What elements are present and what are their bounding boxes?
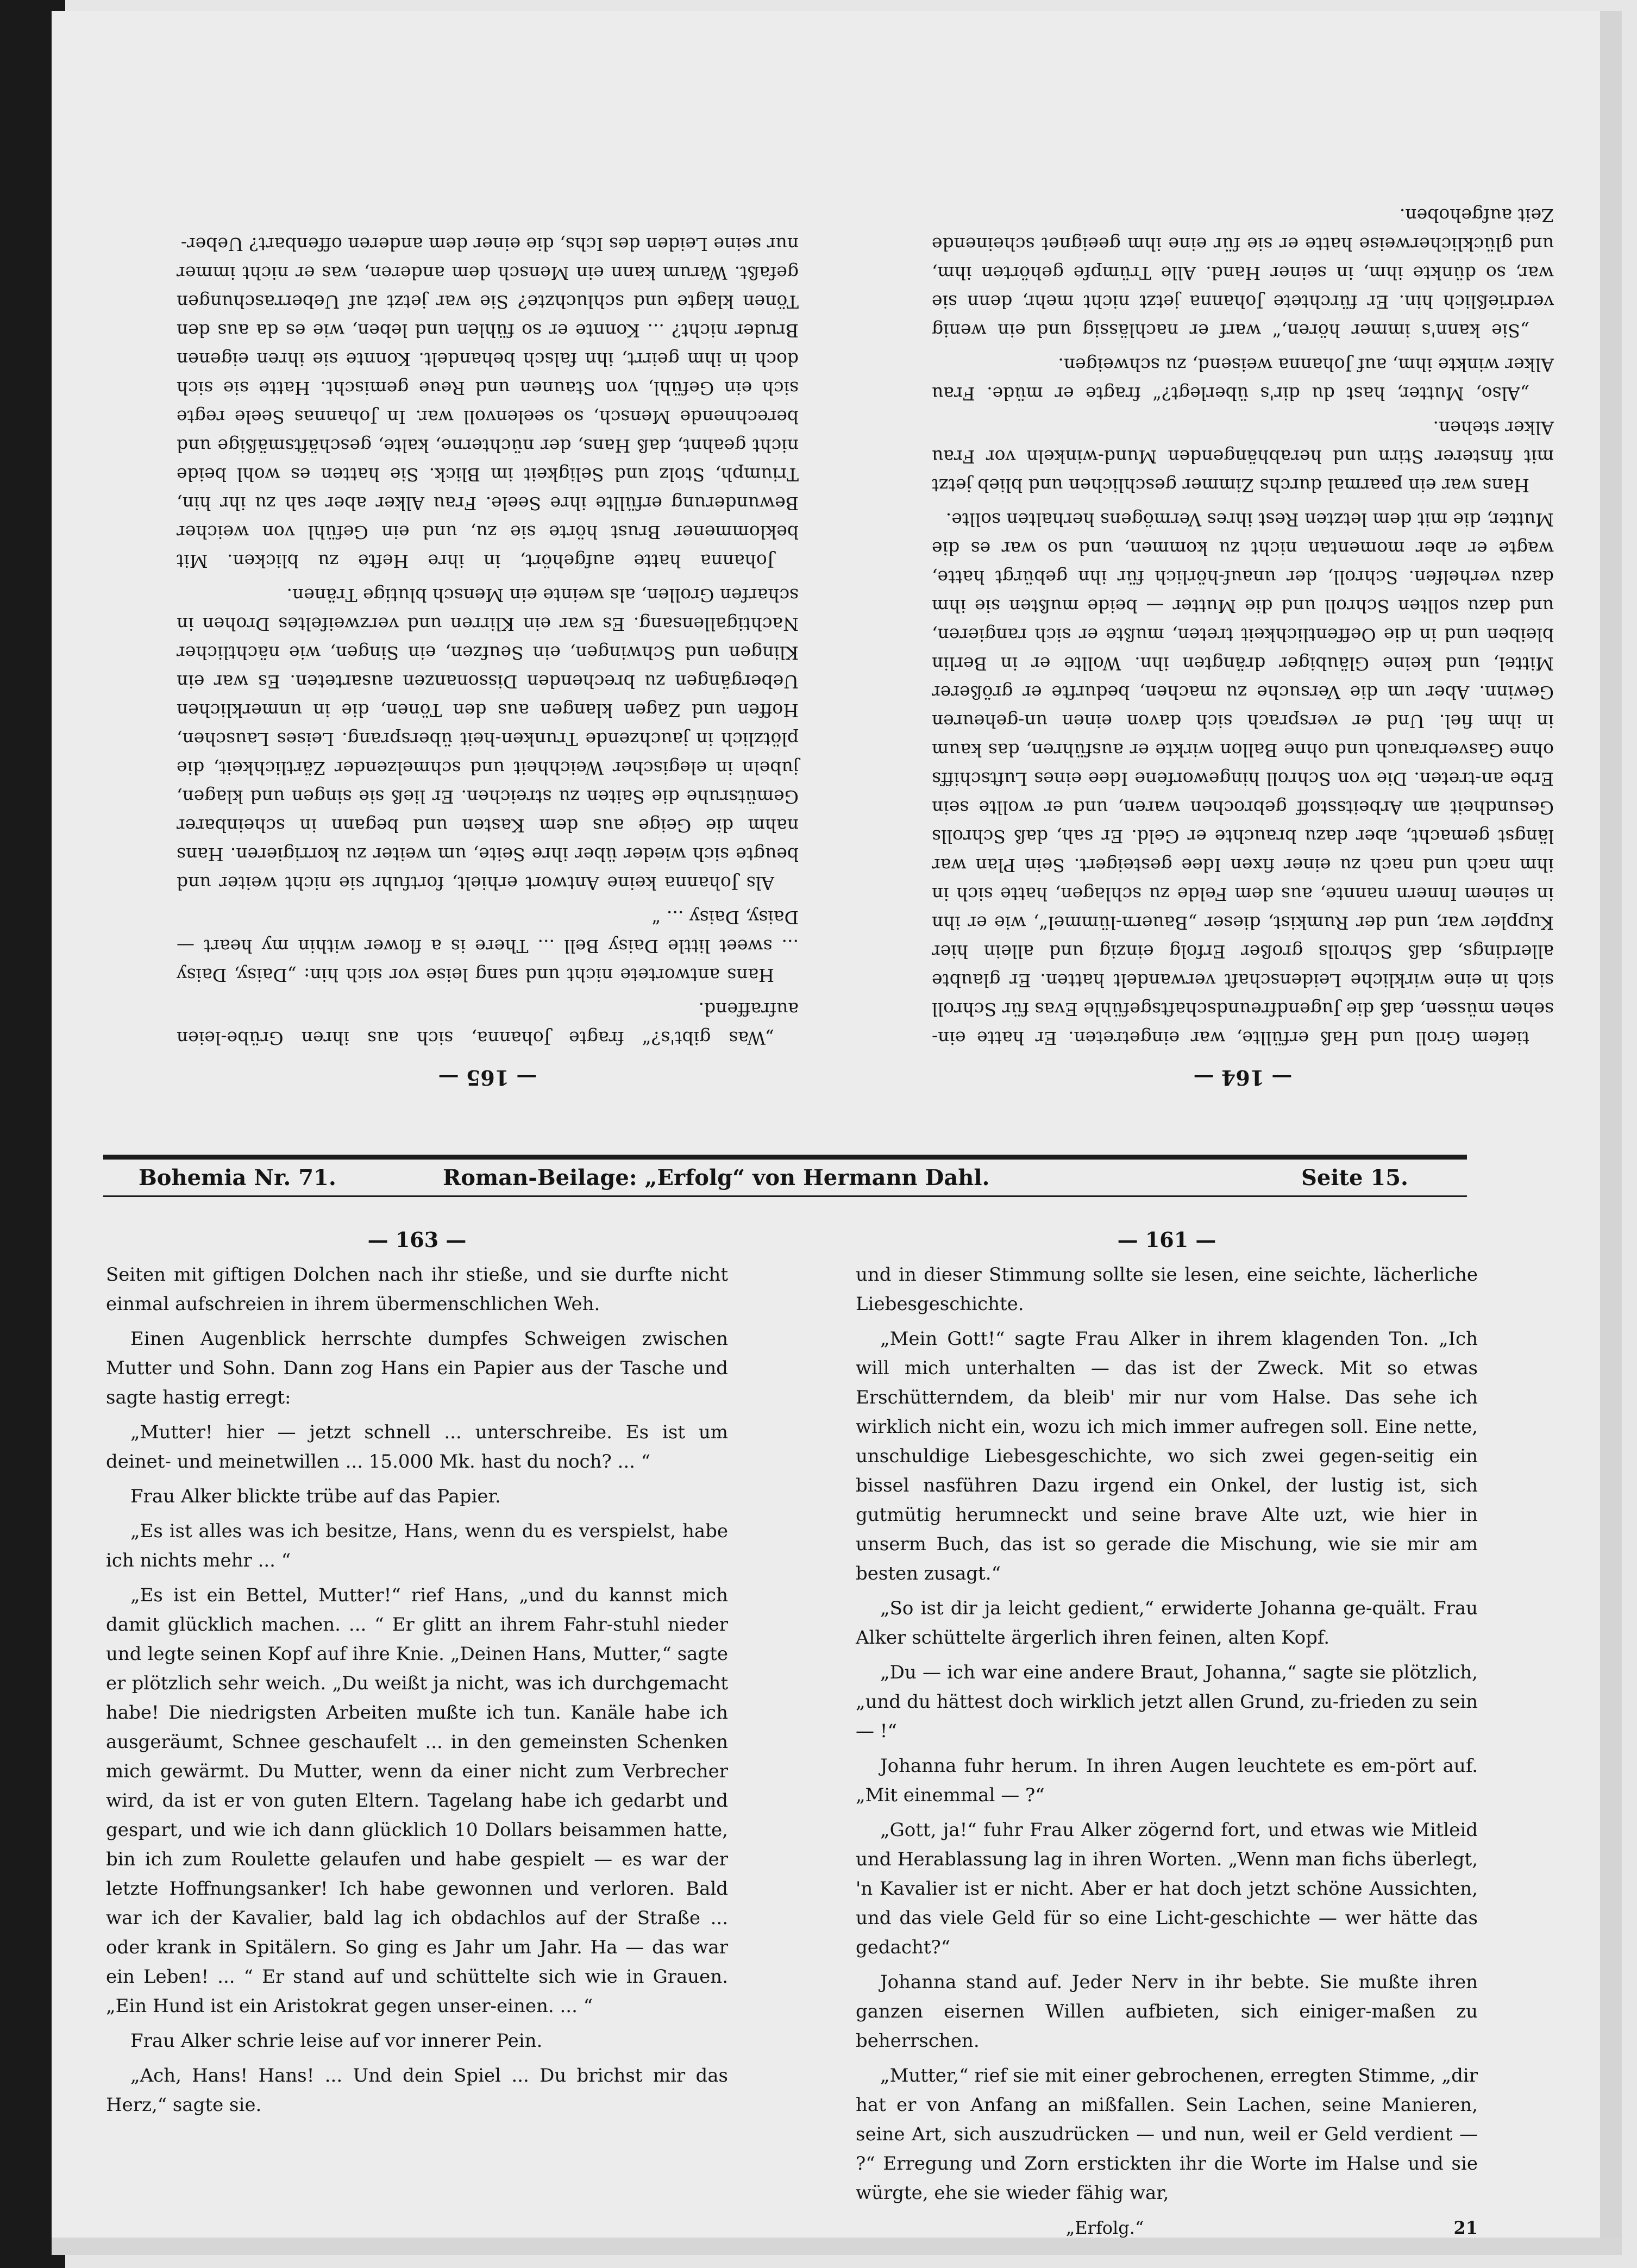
- paragraph: Johanna hatte aufgehört, in ihre Hefte zu blicken. Mit beklommener Brust hörte sie zu, und ein Gefühl von weicher Bewunderung erfüllte ihre Seele. Frau Alker aber sah zu ihr hin, Triumph, Stolz und Seligkeit im Blick. Sie hatten es wohl beide nicht geahnt, daß Hans, der nüchterne, kalte, geschäftsmäßige und berechnende Mensch, so seelenvoll war. In Johannas Seele regte sich ein Gefühl, von Staunen und Reue gemischt. Hatte sie sich doch in ihm geirrt, ihn falsch behandelt. Konnte sie ihren eigenen Bruder nicht? ... Konnte er so fühlen und leben, wie es da aus den Tönen klagte und schluchzte? Sie war jetzt auf Ueberraschungen gefaßt. Warum kann ein Mensch dem anderen, was er nicht immer nur seine Leiden des Ichs, die einer dem anderen offenbart? Ueber-: [177, 234, 799, 572]
- paragraph: „Gott, ja!“ fuhr Frau Alker zögernd fort, und etwas wie Mitleid und Herablassung lag in ihren Worten. „Wenn man fichs überlegt, 'n Kavalier ist er nicht. Aber er hat doch jetzt schöne Aussichten, und das viele Geld für so eine Licht-geschichte — wer hätte das gedacht?“: [856, 1819, 1478, 1958]
- paragraph: „Was gibt's?“ fragte Johanna, sich aus ihren Grübe-leien aufraffend.: [177, 999, 799, 1049]
- footer-signature: 21: [1453, 2217, 1478, 2238]
- paragraph: „Also, Mutter, hast du dir's überlegt?“ fragte er müde. Frau Alker winkte ihm, auf Johanna weisend, zu schweigen.: [932, 354, 1554, 404]
- paragraph: Einen Augenblick herrschte dumpfes Schweigen zwischen Mutter und Sohn. Dann zog Hans ein Papier aus der Tasche und sagte hastig erregt:: [106, 1328, 728, 1408]
- supplement-title: Roman-Beilage: „Erfolg“ von Hermann Dahl.: [443, 1165, 990, 1191]
- bottom-right-page-column: [856, 1225, 1478, 2242]
- paragraph: „Du — ich war eine andere Braut, Johanna,“ sagte sie plötzlich, „und du hättest doch wirklich jetzt allen Grund, zu-frieden zu sein — !“: [856, 1662, 1478, 1742]
- paragraph: Frau Alker blickte trübe auf das Papier.: [130, 1486, 501, 1507]
- footer-title: „Erfolg.“: [1065, 2217, 1144, 2238]
- header-rule-bottom: [103, 1195, 1467, 1197]
- top-left-page-column: [932, 196, 1554, 1092]
- top-right-page-column: [177, 224, 799, 1092]
- page-number: — 161 —: [1117, 1227, 1216, 1252]
- paragraph: „Es ist alles was ich besitze, Hans, wenn du es verspielst, habe ich nichts mehr ... “: [106, 1520, 728, 1571]
- paragraph: „Mein Gott!“ sagte Frau Alker in ihrem klagenden Ton. „Ich will mich unterhalten — das ist der Zweck. Mit so etwas Erschütterndem, da bleib' mir nur vom Halse. Das sehe ich wirklich nicht ein, wozu ich mich immer aufregen soll. Eine nette, unschuldige Liebesgeschichte, wo sich zwei gegen-seitig ein bissel nasführen Dazu irgend ein Onkel, der lustig ist, sich gutmütig herumneckt und seine brave Alte uzt, wie hier in unserm Buch, das ist so gerade die Mischung, wie sie mir am besten zusagt.“: [856, 1328, 1478, 1584]
- paragraph: Johanna stand auf. Jeder Nerv in ihr bebte. Sie mußte ihren ganzen eisernen Willen aufbieten, sich einiger-maßen zu beherrschen.: [856, 1971, 1478, 2052]
- paragraph: „Sie kann's immer hören,“ warf er nachlässig und ein wenig verdrießlich hin. Er fürchtete Johanna jetzt nicht mehr, denn sie war, so dünkte ihm, in seiner Hand. Alle Trümpfe gehörten ihm, und glücklicherweise hatte er sie für eine ihm geeignet scheinende Zeit aufgehoben.: [932, 205, 1554, 341]
- sheet-page-number: Seite 15.: [1301, 1165, 1408, 1191]
- newspaper-sheet: [52, 11, 1622, 2255]
- header-rule-top: [103, 1155, 1467, 1160]
- upside-down-half: [52, 11, 1622, 1130]
- paragraph: „Ach, Hans! Hans! ... Und dein Spiel ... Du brichst mir das Herz,“ sagte sie.: [106, 2065, 728, 2116]
- paragraph: „So ist dir ja leicht gedient,“ erwiderte Johanna ge-quält. Frau Alker schüttelte ärgerlich ihren feinen, alten Kopf.: [856, 1597, 1478, 1649]
- page-number: — 165 —: [438, 1066, 537, 1090]
- paragraph: Johanna fuhr herum. In ihren Augen leuchtete es em-pört auf. „Mit einemmal — ?“: [856, 1755, 1478, 1806]
- paragraph: Als Johanna keine Antwort erhielt, fortfuhr sie nicht weiter und beugte sich wieder über ihre Seite, um weiter zu korrigieren. Hans nahm die Geige aus dem Kasten und begann in scheinbarer Gemütsruhe die Saiten zu streichen. Er ließ sie singen und klagen, jubeln in elegischer Weichheit und schmelzender Zärtlichkeit, die plötzlich in jauchzende Trunken-heit übersprang. Leises Lauschen, Hoffen und Zagen klangen aus den Tönen, die in unmerklichen Uebergängen zu brechenden Dissonanzen ausarteten. Es war ein Klingen und Schwingen, ein Seufzen, ein Singen, wie nächtlicher Nachtigallensang. Es war ein Klirren und verzweifeltes Drohen in scharfen Grollen, als weinte ein Mensch blutige Tränen.: [177, 585, 799, 894]
- paragraph: Frau Alker schrie leise auf vor innerer Pein.: [130, 2030, 543, 2052]
- paragraph: und in dieser Stimmung sollte sie lesen, eine seichte, lächerliche Liebesgeschichte.: [856, 1264, 1478, 1315]
- page-footer: [856, 2213, 1478, 2242]
- bottom-left-page-column: [106, 1225, 728, 2125]
- paragraph: Seiten mit giftigen Dolchen nach ihr stieße, und sie durfte nicht einmal aufschreien in ihrem übermenschlichen Weh.: [106, 1264, 728, 1315]
- paragraph: „Es ist ein Bettel, Mutter!“ rief Hans, „und du kannst mich damit glücklich machen. ... “ Er glitt an ihrem Fahr-stuhl nieder und legte seinen Kopf auf ihre Knie. „Deinen Hans, Mutter,“ sagte er plötzlich sehr weich. „Du weißt ja nicht, was ich durchgemacht habe! Die niedrigsten Arbeiten mußte ich tun. Kanäle habe ich ausgeräumt, Schnee geschaufelt ... in den gemeinsten Schenken mich gewärmt. Du Mutter, wenn da einer nicht zum Verbrecher wird, da ist er von guten Eltern. Tagelang habe ich gedarbt und gespart, und wie ich dann glücklich 10 Dollars beisammen hatte, bin ich zum Roulette gelaufen und habe gespielt — es war der letzte Hoffnungsanker! Ich habe gewonnen und verloren. Bald war ich der Kavalier, bald lag ich obdachlos auf der Straße ... oder krank in Spitälern. So ging es Jahr um Jahr. Ha — das war ein Leben! ... “ Er stand auf und schüttelte sich wie in Grauen. „Ein Hund ist ein Aristokrat gegen unser-einen. ... “: [106, 1584, 728, 2017]
- paragraph: „Mutter,“ rief sie mit einer gebrochenen, erregten Stimme, „dir hat er von Anfang an mißfallen. Sein Lachen, seine Manieren, seine Art, sich auszudrücken — und nun, weil er Geld verdient — ?“ Erregung und Zorn erstickten ihr die Worte im Halse und sie würgte, ehe sie wieder fähig war,: [856, 2065, 1478, 2204]
- page-number: — 164 —: [1193, 1066, 1293, 1090]
- paragraph: Hans war ein paarmal durchs Zimmer geschlichen und blieb jetzt mit finsterer Stirn und herabhängenden Mund-winkeln vor Frau Alker stehen.: [932, 417, 1554, 496]
- paragraph: „Mutter! hier — jetzt schnell ... unterschreibe. Es ist um deinet- und meinetwillen ... 15.000 Mk. hast du noch? ... “: [106, 1421, 728, 1473]
- paragraph: tiefem Groll und Haß erfüllte, war eingetreten. Er hatte ein-sehen müssen, daß die Jugendfreundschaftsgefühle Evas für Schroll sich in eine wirkliche Leidenschaft verwandelt hatten. Er glaubte allerdings, daß Schrolls großer Erfolg einzig und allein hier Kuppler war, und der Rumkist, dieser „Bauern-lümmel“, wie er ihn in seinem Innern nannte, aus dem Felde zu schlagen, hatte sich in ihm nach und nach zu einer fixen Idee gesteigert. Sein Plan war längst gemacht, aber dazu brauchte er Geld. Er sah, daß Schrolls Gesundheit am Arbeitsstoff gebrochen waren, und er wollte sein Erbe an-treten. Die von Schroll hingeworfene Idee eines Luftschiffs ohne Gasverbrauch und ohne Ballon wirkte er ausführen, das kaum in ihm fiel. Und er versprach sich davon einen un-geheuren Gewinn. Aber um die Versuche zu machen, bedurfte er größerer Mittel, und keine Gläubiger drängten ihn. Wollte er in Berlin bleiben und in die Oeffentlichkeit treten, mußte er sich rangieren, und dazu sollten Schroll und die Mutter — beide mußten sie ihm dazu verhelfen. Schroll, der unauf-hörlich für ihn gebürgt hatte, wagte er aber momentan nicht zu kommen, und so war es die Mutter, die mit dem letzten Rest ihres Vermögens herhalten sollte.: [932, 509, 1554, 1049]
- paragraph: Hans antwortete nicht und sang leise vor sich hin: „Daisy, Daisy ... sweet little Daisy Bell ... There is a flower within my heart — Daisy, Daisy ... “: [177, 907, 799, 986]
- page-number: — 163 —: [367, 1227, 467, 1252]
- newspaper-issue: Bohemia Nr. 71.: [139, 1165, 336, 1191]
